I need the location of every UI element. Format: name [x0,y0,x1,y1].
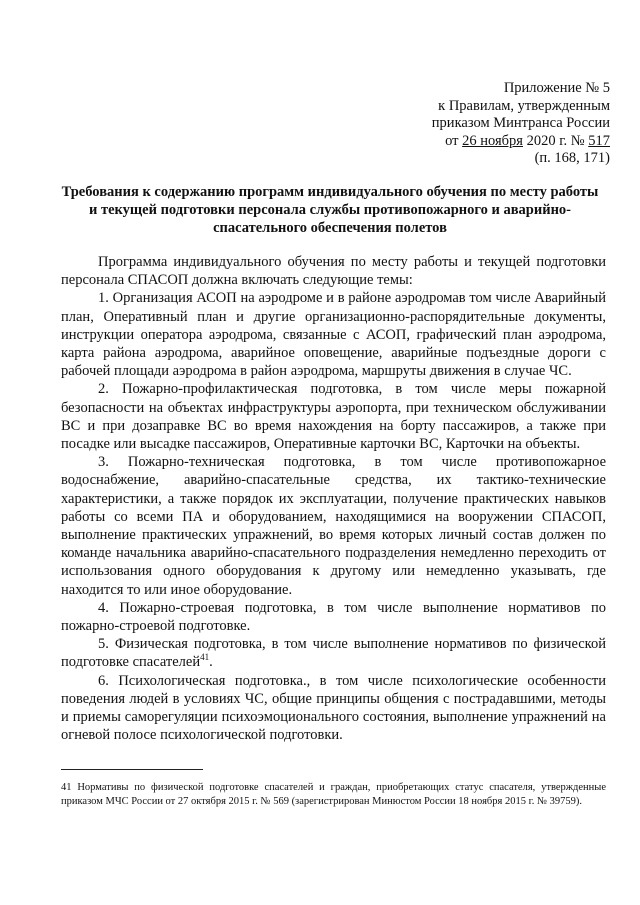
appendix-header [432,80,610,168]
appendix-order-ref: приказом Минтранса России [431,115,610,131]
item-2-paragraph: 2. Пожарно-профилактическая подготовка, в том числе меры пожарной безопасности на объектах инфраструктуры аэропорта, при техническом обслуживании ВС и при дозаправке ВС во время нахождения на борту пассажиров, а также при посадке или высадке пассажиров, Оперативные карточки ВС, Карточки на объекты. [61,381,606,453]
document-title: Требования к содержанию программ индивидуального обучения по месту работы и текущей подготовки персонала службы противопожарного и аварийно-спасательного обеспечения полетов [61,184,599,236]
appendix-rules-ref: к Правилам, утвержденным [438,97,610,114]
item-1-paragraph: 1. Организация АСОП на аэродроме и в районе аэродромав том числе Аварийный план, Оперативный план и другие организационно-распорядительные документы, инструкции оператора аэродрома, связанные с АСОП, графический план аэродрома, карта района аэродрома, аварийное оповещение, аварийные подъездные дороги с рабочей площади аэродрома в район аэродрома, маршруты движения в случае ЧС. [61,290,606,380]
footnote-reference: 41 [200,652,210,663]
order-date: 26 ноября [462,132,523,149]
item-4-paragraph: 4. Пожарно-строевая подготовка, в том числе выполнение нормативов по пожарно-строевой подготовке. [61,599,606,635]
item-5-text: 5. Физическая подготовка, в том числе выполнение нормативов по физической подготовке спасателей [61,636,606,671]
item-6-paragraph: 6. Психологическая подготовка., в том числе психологические особенности поведения людей в условиях ЧС, общие принципы общения с пострадавшими, методы и приемы саморегуляции психоэмоционального состояния, выполнение упражнений на огневой полосе психологической подготовки. [61,672,606,744]
appendix-number: Приложение № 5 [503,80,610,96]
item-5-tail: . [209,654,213,671]
item-3-paragraph: 3. Пожарно-техническая подготовка, в том числе противопожарное водоснабжение, аварийно-спасательные средства, их тактико-технические характеристики, а также порядок их эксплуатации, получение практических навыков работы со всеми ПА и оборудованием, находящимися на вооружении СПАСОП, выполнение практических упражнений, во время которых личный состав должен по команде начальника аварийно-спасательного подразделения немедленно переходить от использования одного оборудования к другому или немедленно указывать, где находится то или иное оборудование. [61,454,606,598]
footnote-text: 41 Нормативы по физической подготовке спасателей и граждан, приобретающих статус спасателя, утвержденные приказом МЧС России от 27 октября 2015 г. № 569 (зарегистрирован Минюстом России 18 ноября 2015 г. № 39759). [61,782,606,807]
date-prefix: от [445,132,463,149]
appendix-clauses: (п. 168, 171) [534,150,610,166]
document-body [61,253,606,744]
item-5-paragraph [61,635,606,671]
appendix-order-date [432,133,610,151]
intro-paragraph: Программа индивидуального обучения по месту работы и текущей подготовки персонала СПАСОП должна включать следующие темы: [61,254,606,289]
order-number: 517 [588,132,610,149]
footnote-separator [61,769,203,770]
date-mid: 2020 г. № [522,132,589,149]
